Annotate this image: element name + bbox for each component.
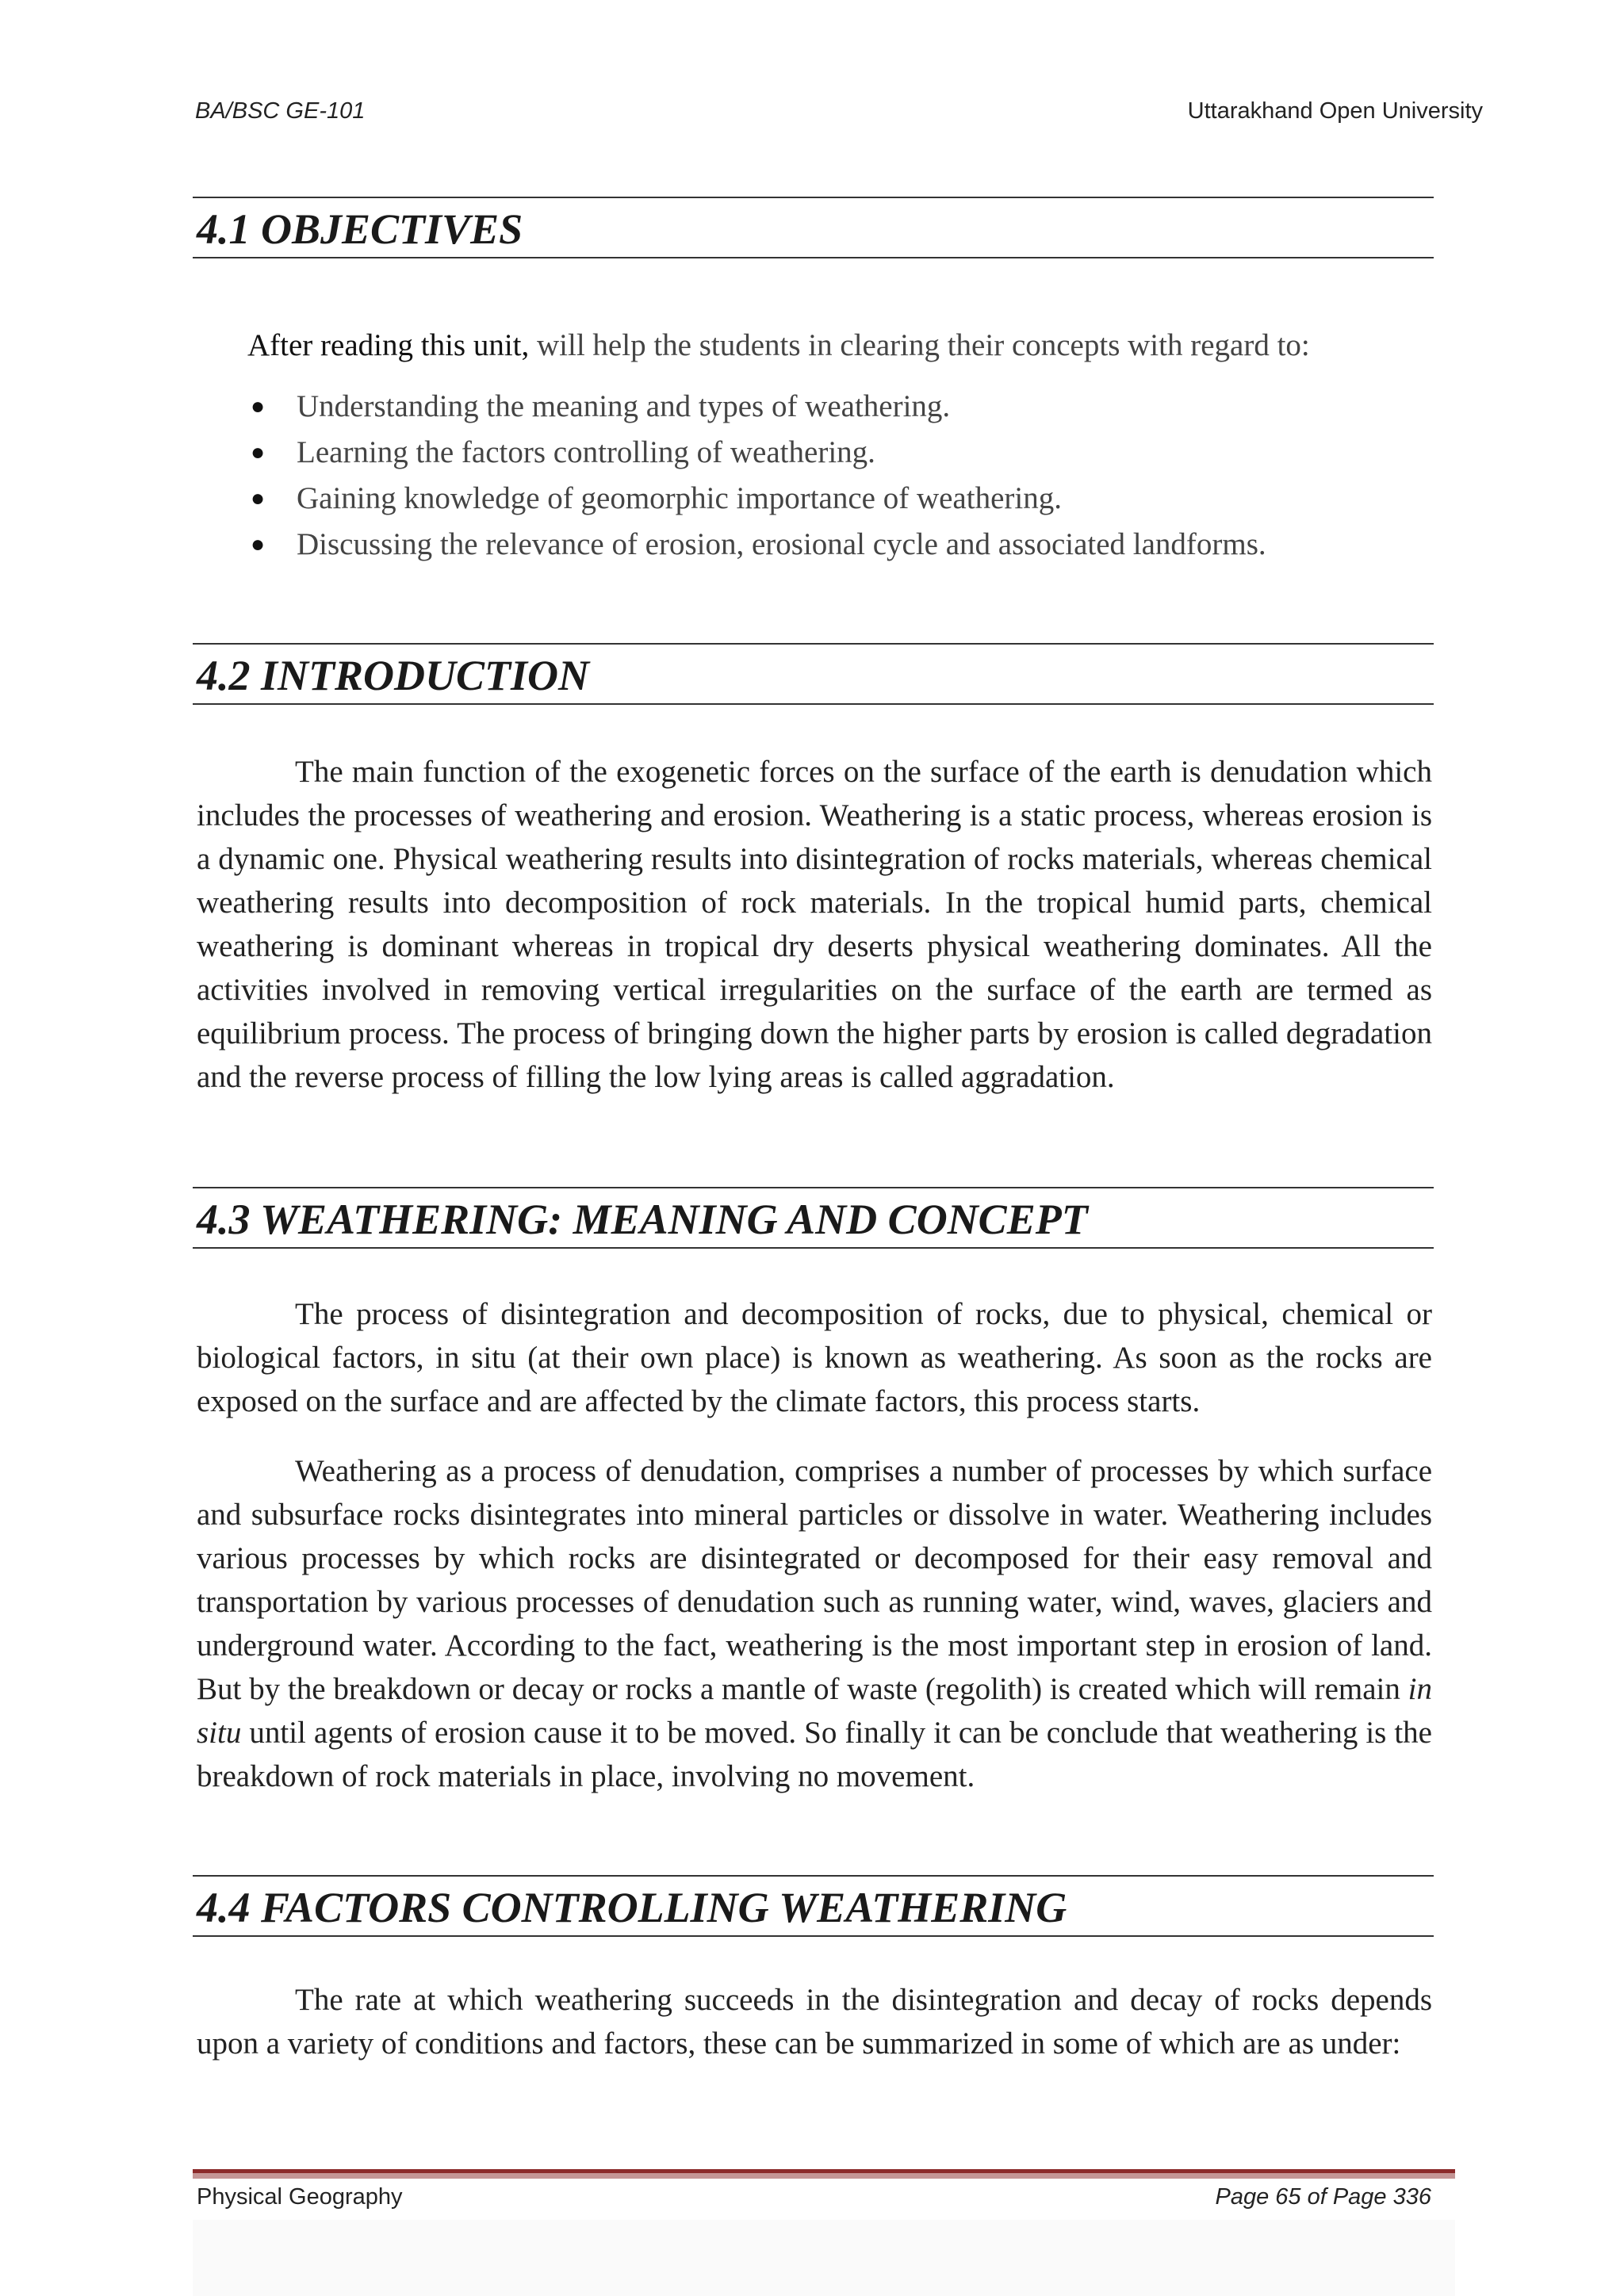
list-item [247,522,1266,568]
introduction-paragraph: The main function of the exogenetic forces on the surface of the earth is denudation which includes the processes of weathering and erosion. Weathering is a static process, whereas erosion is a dynamic one. Physical weathering results into disintegration of rocks materials, whereas chemical weathering results into decomposition of rock materials. In the tropical humid parts, chemical weathering is dominant whereas in tropical dry deserts physical weathering dominates. All the activities involved in removing vertical irregularities on the surface of the earth are termed as equilibrium process. The process of bringing down the higher parts by erosion is called degradation and the reverse process of filling the low lying areas is called aggradation. [197,755,1432,1094]
footer-page-number: Page 65 of Page 336 [1215,2184,1431,2210]
objectives-intro [247,327,1310,365]
section-weathering-header [193,1187,1434,1249]
bullet-icon: ● [251,531,266,557]
list-item [247,430,1266,476]
bullet-icon: ● [251,439,266,465]
paragraph-text: until agents of erosion cause it to be moved. So finally it can be conclude that weathering is the breakdown of rock materials in place, involving no movement. [197,1716,1432,1793]
list-item-text: Understanding the meaning and types of weathering. [297,389,951,423]
weathering-paragraph-1: The process of disintegration and decomposition of rocks, due to physical, chemical or biological factors, in situ (at their own place) is known as weathering. As soon as the rocks are exposed on the surface and are affected by the climate factors, this process starts. [197,1297,1432,1418]
section-introduction-header [193,643,1434,705]
section-heading: 4.3 WEATHERING: MEANING AND CONCEPT [197,1196,1088,1243]
section-heading: 4.1 OBJECTIVES [197,205,523,253]
list-item [247,384,1266,430]
list-item [247,476,1266,522]
intro-rest: will help the students in clearing their concepts with regard to: [529,328,1310,362]
header-university: Uttarakhand Open University [1187,98,1483,124]
bullet-icon: ● [251,485,266,511]
paragraph-italic-term: in situ [197,1672,1432,1750]
footer-subject: Physical Geography [197,2184,403,2210]
objectives-list [247,384,1266,568]
bullet-icon: ● [251,393,266,419]
list-item-text: Gaining knowledge of geomorphic importance of weathering. [297,481,1062,515]
section-factors-header [193,1875,1434,1937]
paragraph-text: Weathering as a process of denudation, comprises a number of processes by which surface and subsurface rocks disintegrates into mineral particles or dissolve in water. Weathering includes various processes by which rocks are disintegrated or decomposed for their easy removal and transportation by various processes of denudation such as running water, wind, waves, glaciers and underground water. According to the fact, weathering is the most important step in erosion of land. But by the breakdown or decay or rocks a mantle of waste (regolith) is created which will remain [197,1454,1432,1706]
section-heading: 4.2 INTRODUCTION [197,652,590,699]
list-item-text: Discussing the relevance of erosion, erosional cycle and associated landforms. [297,527,1266,561]
weathering-paragraph-2 [197,1449,1432,1798]
footer-divider [193,2169,1455,2179]
section-objectives-header [193,197,1434,258]
footer-margin [193,2220,1455,2296]
list-item-text: Learning the factors controlling of weathering. [297,435,875,469]
section-heading: 4.4 FACTORS CONTROLLING WEATHERING [197,1884,1067,1931]
factors-paragraph: The rate at which weathering succeeds in the disintegration and decay of rocks depends upon a variety of conditions and factors, these can be summarized in some of which are as under: [197,1983,1432,2061]
intro-lead: After reading this unit, [247,328,530,362]
header-course-code: BA/BSC GE-101 [195,98,366,124]
